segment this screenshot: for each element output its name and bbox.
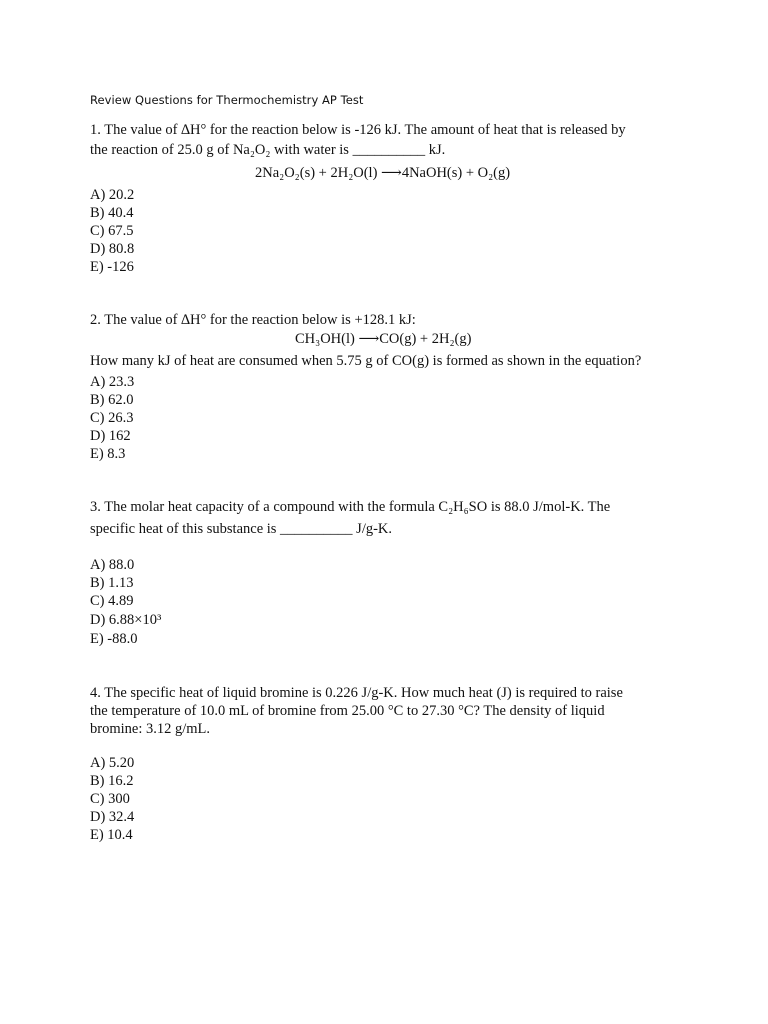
answer-option: D) 6.88×10³ bbox=[90, 612, 162, 628]
answer-option: E) -88.0 bbox=[90, 631, 138, 647]
answer-option: B) 62.0 bbox=[90, 392, 134, 408]
document-title: Review Questions for Thermochemistry AP Test bbox=[90, 93, 364, 107]
question-text-line: the temperature of 10.0 mL of bromine from 25.00 °C to 27.30 °C? The density of liquid bbox=[90, 703, 605, 719]
answer-option: C) 300 bbox=[90, 791, 130, 807]
question-text-line: How many kJ of heat are consumed when 5.75 g of CO(g) is formed as shown in the equation? bbox=[90, 353, 642, 369]
answer-option: B) 16.2 bbox=[90, 773, 134, 789]
question-text-line: specific heat of this substance is __________ J/g-K. bbox=[90, 521, 393, 537]
question-text-line: 4. The specific heat of liquid bromine is 0.226 J/g-K. How much heat (J) is required to raise bbox=[90, 685, 623, 701]
question-text-line: 2. The value of ∆H° for the reaction below is +128.1 kJ: bbox=[90, 312, 416, 328]
answer-option: D) 80.8 bbox=[90, 241, 135, 257]
answer-option: C) 67.5 bbox=[90, 223, 134, 239]
question-text-line: the reaction of 25.0 g of Na₂O₂ with water is __________ kJ. bbox=[90, 142, 446, 158]
chemical-equation: 2Na₂O₂(s) + 2H₂O(l) ⟶4NaOH(s) + O₂(g) bbox=[255, 165, 511, 181]
question-text-line: 1. The value of ∆H° for the reaction below is -126 kJ. The amount of heat that is released by bbox=[90, 122, 626, 138]
answer-option: B) 1.13 bbox=[90, 575, 134, 591]
answer-option: A) 88.0 bbox=[90, 557, 135, 573]
answer-option: A) 20.2 bbox=[90, 187, 135, 203]
answer-option: A) 23.3 bbox=[90, 374, 135, 390]
answer-option: C) 26.3 bbox=[90, 410, 134, 426]
answer-option: C) 4.89 bbox=[90, 593, 134, 609]
answer-option: D) 162 bbox=[90, 428, 131, 444]
question-text-line: 3. The molar heat capacity of a compound with the formula C₂H₆SO is 88.0 J/mol-K. The bbox=[90, 499, 611, 515]
answer-option: B) 40.4 bbox=[90, 205, 134, 221]
answer-option: E) 10.4 bbox=[90, 827, 133, 843]
answer-option: A) 5.20 bbox=[90, 755, 135, 771]
chemical-equation: CH₃OH(l) ⟶CO(g) + 2H₂(g) bbox=[295, 331, 472, 347]
question-text-line: bromine: 3.12 g/mL. bbox=[90, 721, 211, 737]
answer-option: E) 8.3 bbox=[90, 446, 126, 462]
answer-option: D) 32.4 bbox=[90, 809, 135, 825]
answer-option: E) -126 bbox=[90, 259, 134, 275]
